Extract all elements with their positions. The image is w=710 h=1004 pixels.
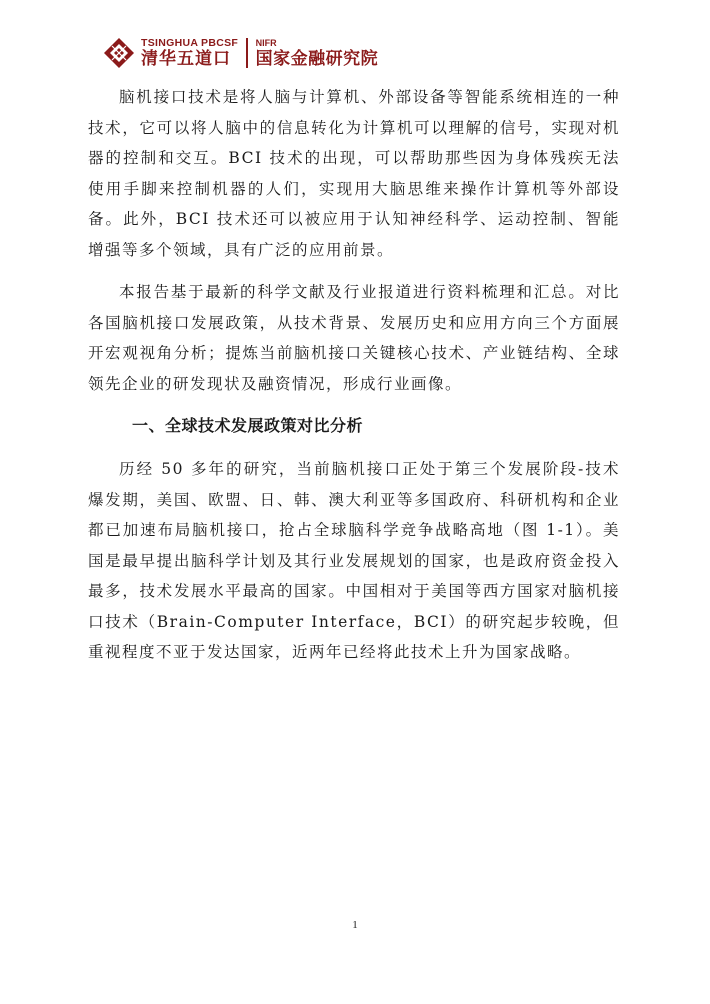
logo-right-en-text: NIFR [255, 37, 277, 48]
logo-tsinghua-pbcsf [141, 37, 238, 69]
page-number: 1 [352, 919, 358, 931]
logo-left-en-text: TSINGHUA PBCSF [141, 37, 239, 49]
tsinghua-logo-icon [103, 37, 135, 69]
logo-left-cn-text: 清华五道口 [141, 49, 231, 69]
logo-divider [246, 38, 248, 68]
paragraph-global-policy: 历经 50 多年的研究，当前脑机接口正处于第三个发展阶段-技术爆发期，美国、欧盟、日、韩、澳大利亚等多国政府、科研机构和企业都已加速布局脑机接口，抢占全球脑科学竞争战略高地（图 1-1）。美国是最早提出脑科学计划及其行业发展规划的国家，也是政府资金投入最多，技术发展水平最高的国家。中国相对于美国等西方国家对脑机接口技术（Brain-Computer Interface，BCI）的研究起步较晚，但重视程度不亚于发达国家，近两年已经将此技术上升为国家战略。 [88, 460, 620, 661]
document-body [88, 82, 620, 668]
section-heading: 一、全球技术发展政策对比分析 [132, 416, 364, 435]
logo-nifr [256, 38, 379, 69]
paragraph-report-scope: 本报告基于最新的科学文献及行业报道进行资料梳理和汇总。对比各国脑机接口发展政策，从技术背景、发展历史和应用方向三个方面展开宏观视角分析；提炼当前脑机接口关键核心技术、产业链结构、全球领先企业的研发现状及融资情况，形成行业画像。 [88, 283, 620, 393]
logo-right-cn-text: 国家金融研究院 [255, 48, 379, 69]
paragraph-bci-intro: 脑机接口技术是将人脑与计算机、外部设备等智能系统相连的一种技术，它可以将人脑中的信息转化为计算机可以理解的信号，实现对机器的控制和交互。BCI 技术的出现，可以帮助那些因为身体残疾无法使用手脚来控制机器的人们，实现用大脑思维来操作计算机等外部设备。此外，BCI 技术还可以被应用于认知神经科学、运动控制、智能增强等多个领域，具有广泛的应用前景。 [88, 88, 620, 259]
page-header [103, 34, 378, 72]
